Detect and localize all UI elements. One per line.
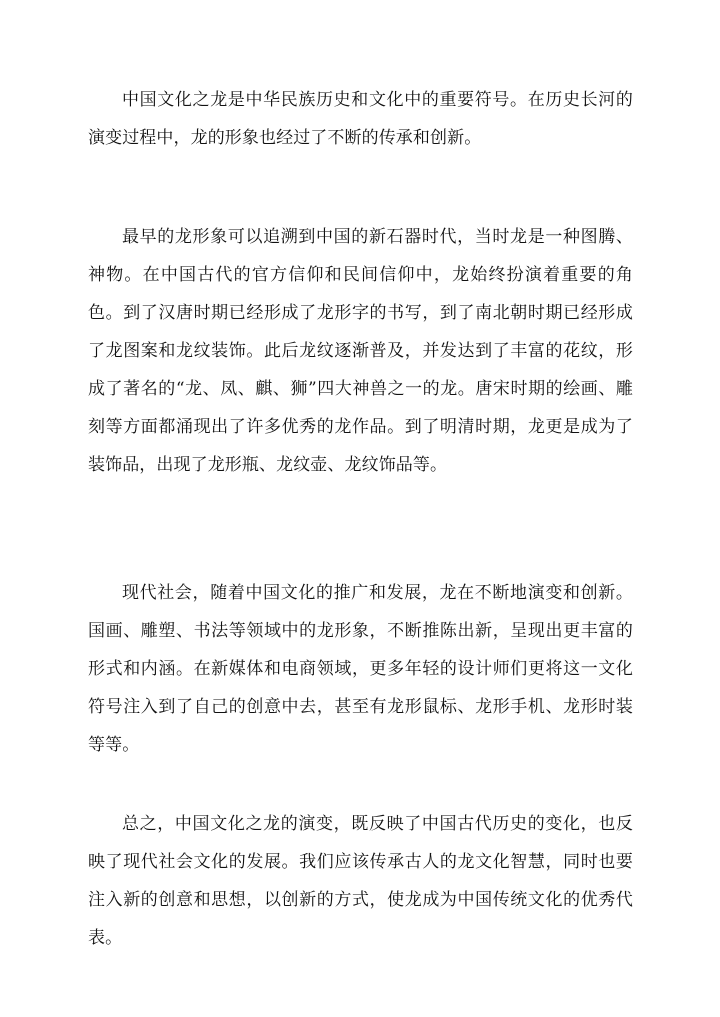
- paragraph-intro: 中国文化之龙是中华民族历史和文化中的重要符号。在历史长河的演变过程中，龙的形象也经过了不断的传承和创新。: [88, 90, 633, 148]
- paragraph-modern: 现代社会，随着中国文化的推广和发展，龙在不断地演变和创新。国画、雕塑、书法等领域中的龙形象，不断推陈出新，呈现出更丰富的形式和内涵。在新媒体和电商领域，更多年轻的设计师们更将这一文化符号注入到了自己的创意中去，甚至有龙形鼠标、龙形手机、龙形时装等等。: [88, 583, 633, 755]
- paragraph-conclusion: 总之，中国文化之龙的演变，既反映了中国古代历史的变化，也反映了现代社会文化的发展。我们应该传承古人的龙文化智慧，同时也要注入新的创意和思想，以创新的方式，使龙成为中国传统文化的优秀代表。: [88, 814, 633, 948]
- paragraph-history: 最早的龙形象可以追溯到中国的新石器时代，当时龙是一种图腾、神物。在中国古代的官方信仰和民间信仰中，龙始终扮演着重要的角色。到了汉唐时期已经形成了龙形字的书写，到了南北朝时期已经形成了龙图案和龙纹装饰。此后龙纹逐渐普及，并发达到了丰富的花纹，形成了著名的“龙、凤、麒、狮”四大神兽之一的龙。唐宋时期的绘画、雕刻等方面都涌现出了许多优秀的龙作品。到了明清时期，龙更是成为了装饰品，出现了龙形瓶、龙纹壶、龙纹饰品等。: [88, 227, 633, 475]
